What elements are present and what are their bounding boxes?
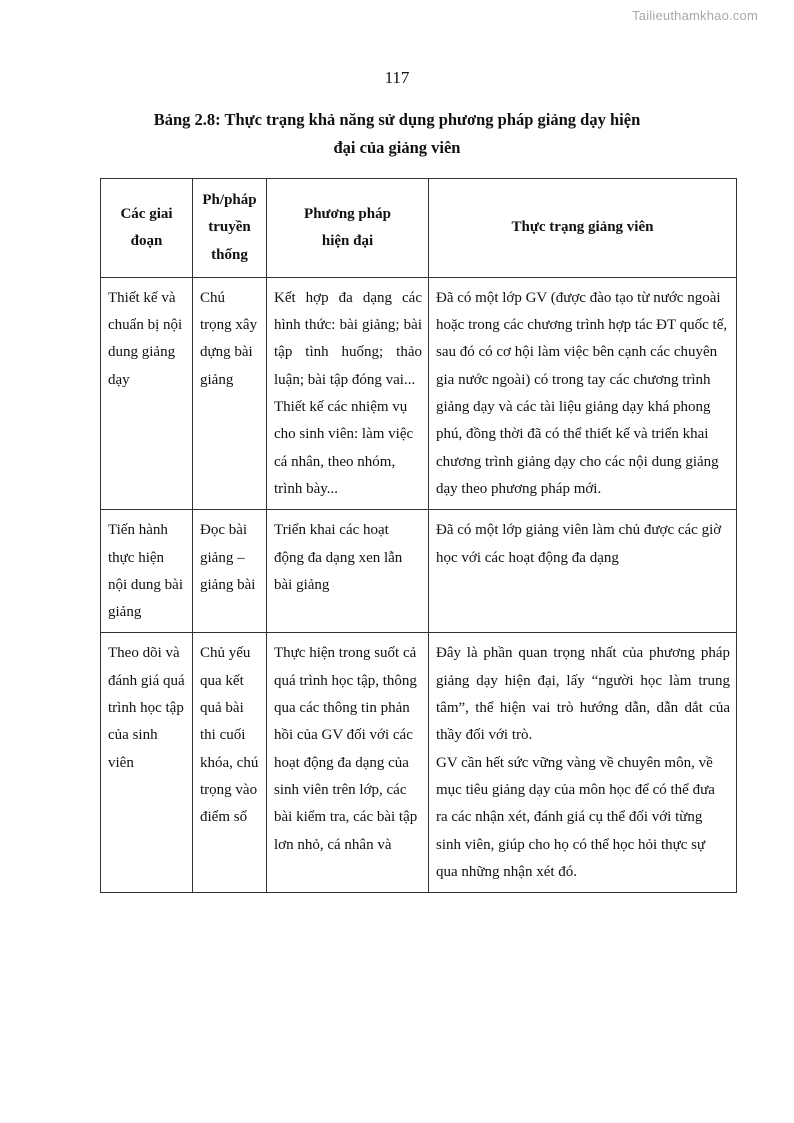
cell-stage: Thiết kế và chuẩn bị nội dung giảng dạy (101, 277, 193, 509)
cell-traditional: Chủ yếu qua kết quả bài thi cuối khóa, chú trọng vào điểm số (193, 633, 267, 893)
teaching-method-table (100, 178, 737, 893)
header-status-label: Thực trạng giảng viên (511, 219, 654, 236)
header-traditional-line-2: truyền (208, 219, 251, 236)
cell-traditional: Đọc bài giảng – giảng bài (193, 510, 267, 633)
table-header (101, 179, 737, 278)
table-header-row (101, 179, 737, 278)
table-row (101, 277, 737, 509)
cell-modern-paragraph: Thiết kế các nhiệm vụ cho sinh viên: làm việc cá nhân, theo nhóm, trình bày... (274, 399, 414, 497)
cell-status-paragraph: Đã có một lớp giảng viên làm chủ được các giờ học với các hoạt động đa dạng (436, 522, 722, 566)
cell-status (429, 633, 737, 893)
cell-status-paragraph: GV cần hết sức vững vàng về chuyên môn, về mục tiêu giảng dạy của môn học để có thể đưa ra các nhận xét, đánh giá cụ thể đối với từng sinh viên, giúp cho họ có thể học hỏi thực sự qua những nhận xét đó. (436, 754, 715, 880)
header-traditional-line-1: Ph/pháp (202, 192, 257, 208)
header-cell-traditional (193, 179, 267, 278)
header-cell-stages (101, 179, 193, 278)
header-cell-modern (267, 179, 429, 278)
page-number: 117 (384, 68, 410, 87)
table-title-line-1: Bảng 2.8: Thực trạng khả năng sử dụng phương pháp giảng dạy hiện (153, 110, 641, 129)
cell-modern-paragraph: Kết hợp đa dạng các hình thức: bài giảng; bài tập tình huống; thảo luận; bài tập đóng vai... (274, 289, 422, 388)
header-modern-line-2: hiện đại (321, 232, 374, 249)
cell-modern (267, 633, 429, 893)
table-title (150, 106, 644, 163)
header-cell-status (429, 179, 737, 278)
table-row (101, 510, 737, 633)
table-body (101, 277, 737, 892)
watermark-text: Tailieuthamkhao.com (632, 8, 758, 23)
cell-status (429, 510, 737, 633)
header-traditional-line-3: thống (211, 246, 248, 263)
cell-status-paragraph: Đã có một lớp GV (được đào tạo từ nước ngoài hoặc trong các chương trình hợp tác ĐT quốc tế, sau đó có cơ hội làm việc bên cạnh các chuyên gia nước ngoài) có trong tay các chương trình giảng dạy và các tài liệu giảng dạy khá phong phú, đồng thời đã có thể thiết kế và triển khai chương trình giảng dạy cho các nội dung giảng dạy theo phương pháp mới. (436, 289, 728, 497)
cell-traditional: Chú trọng xây dựng bài giảng (193, 277, 267, 509)
cell-status-paragraph: Đây là phần quan trọng nhất của phương pháp giảng dạy hiện đại, lấy “người học làm trung tâm”, thể hiện vai trò hướng dẫn, dẫn dắt của thầy đối với trò. (436, 645, 730, 744)
table-row (101, 633, 737, 893)
table-title-line-2: đại của giảng viên (333, 138, 461, 158)
header-stages-line-2: đoạn (130, 232, 163, 249)
cell-modern-paragraph: Triển khai các hoạt động đa dạng xen lẫn bài giảng (274, 522, 403, 593)
cell-modern (267, 510, 429, 633)
cell-stage: Tiến hành thực hiện nội dung bài giảng (101, 510, 193, 633)
cell-modern-paragraph: Thực hiện trong suốt cả quá trình học tập, thông qua các thông tin phản hồi của GV đối với các hoạt động đa dạng của sinh viên trên lớp, các bài kiểm tra, các bài tập lơn nhỏ, cá nhân và (274, 645, 418, 853)
header-modern-line-1: Phương pháp (304, 205, 391, 222)
cell-modern (267, 277, 429, 509)
header-stages-line-1: Các giai (120, 205, 173, 222)
cell-stage: Theo dõi và đánh giá quá trình học tập của sinh viên (101, 633, 193, 893)
cell-status (429, 277, 737, 509)
